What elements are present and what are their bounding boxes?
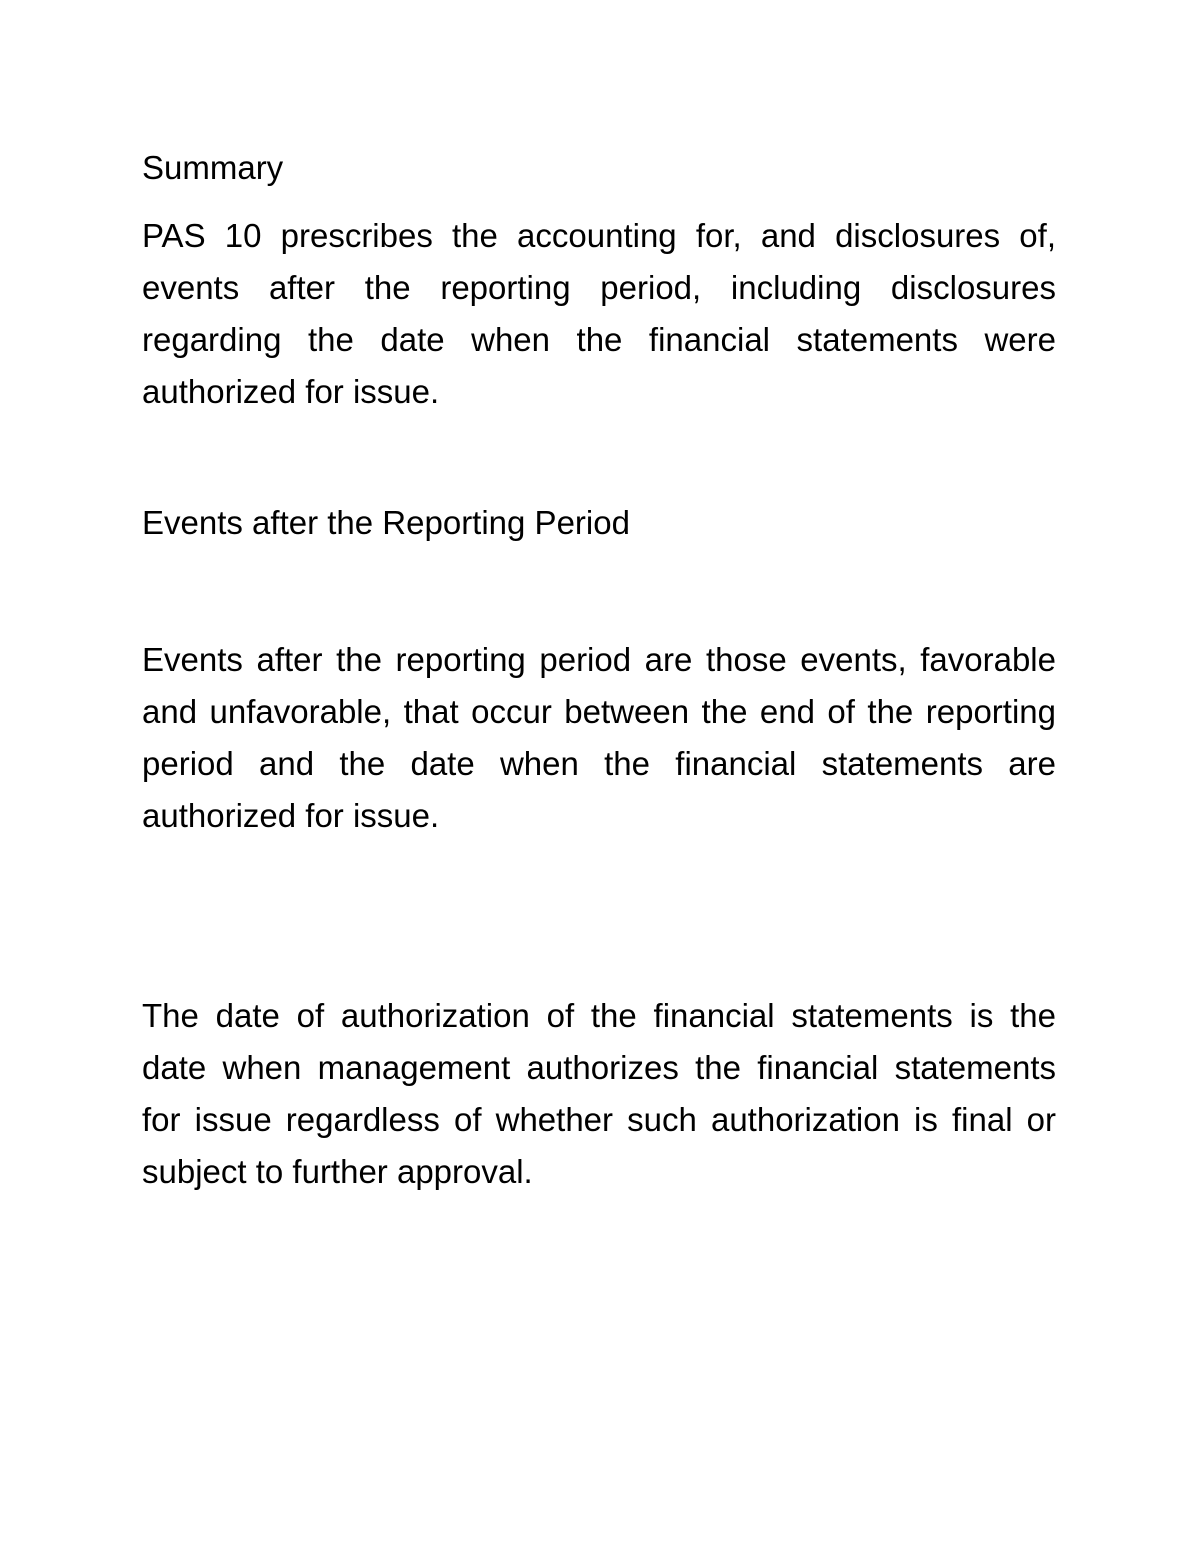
- summary-paragraph: PAS 10 prescribes the accounting for, and disclosures of, events after the reporting period, including disclosures regarding the date when the financial statements were authorized for issue.: [142, 217, 1056, 410]
- authorization-date-paragraph: The date of authorization of the financial statements is the date when management authorizes the financial statements for issue regardless of whether such authorization is final or subject to further approval.: [142, 997, 1056, 1190]
- events-definition-paragraph: Events after the reporting period are those events, favorable and unfavorable, that occur between the end of the reporting period and the date when the financial statements are authorized for issue.: [142, 641, 1056, 834]
- summary-heading: Summary: [142, 149, 284, 186]
- events-heading: Events after the Reporting Period: [142, 504, 630, 541]
